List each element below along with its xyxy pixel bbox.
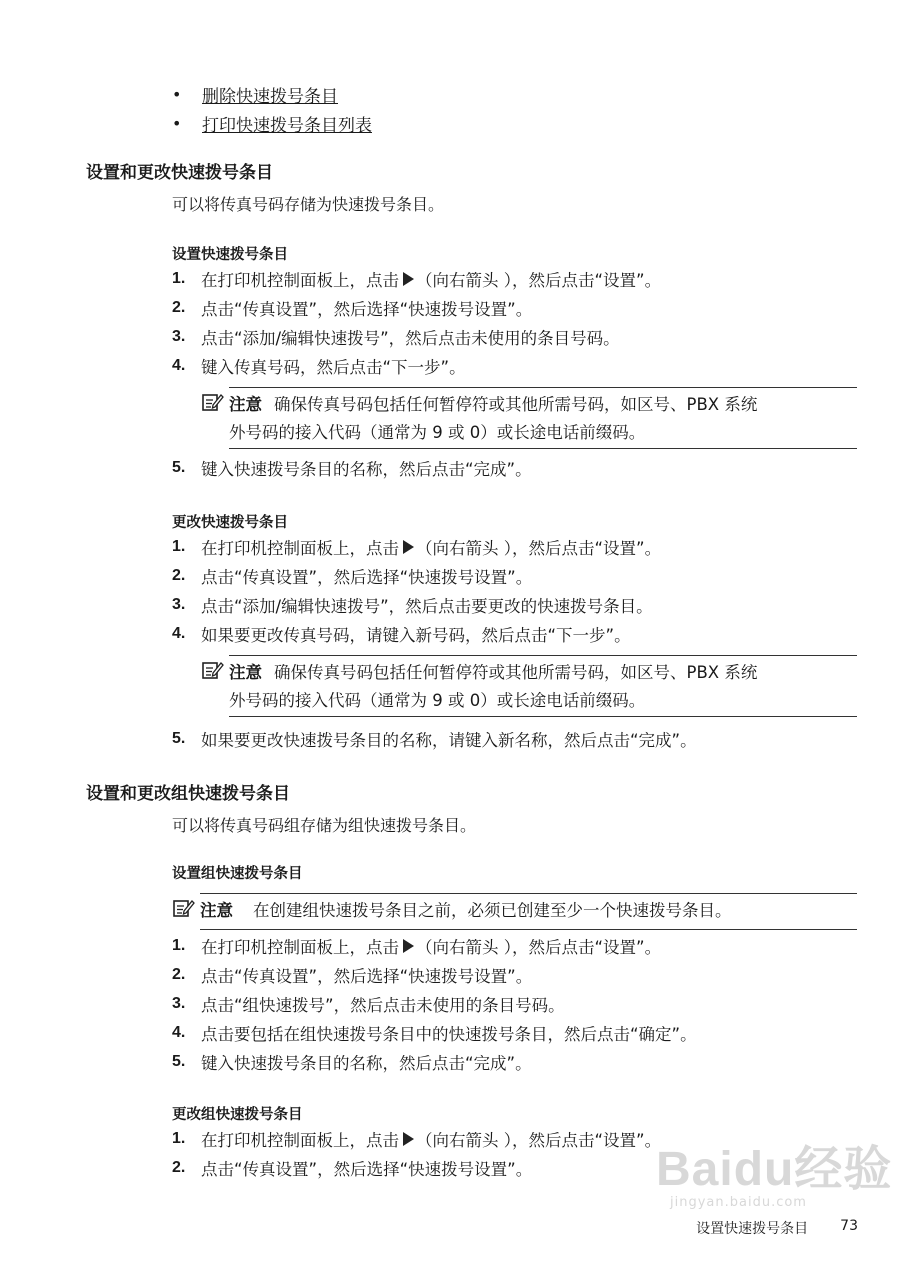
step-number: 5. xyxy=(172,458,186,476)
step-number: 5. xyxy=(172,729,186,747)
subsection-heading: 更改快速拨号条目 xyxy=(172,515,288,531)
step-item xyxy=(172,264,862,293)
step-item xyxy=(172,322,862,351)
step-number: 4. xyxy=(172,1023,186,1041)
steps-list xyxy=(172,724,862,753)
related-topics-list xyxy=(172,80,372,138)
link-delete-speed-dial[interactable]: 删除快速拨号条目 xyxy=(202,87,338,107)
step-text: 点击“传真设置”，然后选择“快速拨号设置”。 xyxy=(201,299,533,319)
step-item xyxy=(172,1047,862,1076)
note-text: 外号码的接入代码（通常为 9 或 0）或长途电话前缀码。 xyxy=(229,423,646,442)
step-number: 2. xyxy=(172,298,186,316)
step-number: 5. xyxy=(172,1052,186,1070)
step-item xyxy=(172,1018,862,1047)
step-number: 1. xyxy=(172,936,186,954)
step-text: 如果要更改传真号码，请键入新号码，然后点击“下一步”。 xyxy=(201,625,631,645)
page-footer xyxy=(696,1218,858,1238)
step-number: 3. xyxy=(172,994,186,1012)
footer-section-title: 设置快速拨号条目 xyxy=(696,1221,809,1237)
section-intro: 可以将传真号码存储为快速拨号条目。 xyxy=(172,195,445,214)
steps-list xyxy=(172,453,862,482)
step-text: （向右箭头 ），然后点击“设置”。 xyxy=(416,1130,662,1150)
link-print-speed-dial-list[interactable]: 打印快速拨号条目列表 xyxy=(202,116,372,136)
step-text: 如果要更改快速拨号条目的名称，请键入新名称，然后点击“完成”。 xyxy=(201,730,697,750)
watermark xyxy=(656,1130,892,1210)
step-number: 4. xyxy=(172,624,186,642)
step-text: 在打印机控制面板上，点击 xyxy=(201,538,399,558)
note-text: 确保传真号码包括任何暂停符或其他所需号码，如区号、PBX 系统 xyxy=(274,663,758,682)
note-box xyxy=(229,387,857,449)
step-item xyxy=(172,960,862,989)
step-text: 键入传真号码，然后点击“下一步”。 xyxy=(201,357,466,377)
step-item xyxy=(172,293,862,322)
step-text: 键入快速拨号条目的名称，然后点击“完成”。 xyxy=(201,1053,532,1073)
step-text: 点击要包括在组快速拨号条目中的快速拨号条目，然后点击“确定”。 xyxy=(201,1024,697,1044)
right-arrow-icon xyxy=(403,540,414,554)
subsection-heading: 更改组快速拨号条目 xyxy=(172,1107,303,1123)
step-number: 4. xyxy=(172,356,186,374)
step-number: 1. xyxy=(172,537,186,555)
steps-list xyxy=(172,264,862,380)
right-arrow-icon xyxy=(403,939,414,953)
step-item xyxy=(172,453,862,482)
note-text: 确保传真号码包括任何暂停符或其他所需号码，如区号、PBX 系统 xyxy=(274,395,758,414)
step-text: 点击“传真设置”，然后选择“快速拨号设置”。 xyxy=(201,966,533,986)
note-icon xyxy=(199,391,225,413)
note-label: 注意 xyxy=(229,663,262,682)
section-intro: 可以将传真号码组存储为组快速拨号条目。 xyxy=(172,816,477,835)
steps-list xyxy=(172,931,862,1076)
note-box xyxy=(229,655,857,717)
step-number: 2. xyxy=(172,566,186,584)
step-text: 点击“添加/编辑快速拨号”，然后点击要更改的快速拨号条目。 xyxy=(201,596,653,616)
step-text: （向右箭头 ），然后点击“设置”。 xyxy=(416,270,662,290)
step-item xyxy=(172,931,862,960)
step-text: 点击“添加/编辑快速拨号”，然后点击未使用的条目号码。 xyxy=(201,328,620,348)
step-item xyxy=(172,619,862,648)
note-icon xyxy=(199,659,225,681)
note-text: 外号码的接入代码（通常为 9 或 0）或长途电话前缀码。 xyxy=(229,691,646,710)
watermark-logo: Baidu经验 xyxy=(656,1143,893,1196)
note-label: 注意 xyxy=(229,395,262,414)
step-number: 1. xyxy=(172,1129,186,1147)
steps-list xyxy=(172,532,862,648)
step-text: 在打印机控制面板上，点击 xyxy=(201,1130,399,1150)
step-item xyxy=(172,561,862,590)
step-item xyxy=(172,724,862,753)
right-arrow-icon xyxy=(403,272,414,286)
step-text: （向右箭头 ），然后点击“设置”。 xyxy=(416,538,662,558)
list-item xyxy=(172,80,372,109)
subsection-heading: 设置组快速拨号条目 xyxy=(172,866,303,882)
step-number: 3. xyxy=(172,327,186,345)
step-text: 在打印机控制面板上，点击 xyxy=(201,937,399,957)
step-text: 点击“传真设置”，然后选择“快速拨号设置”。 xyxy=(201,1159,533,1179)
right-arrow-icon xyxy=(403,1132,414,1146)
step-number: 3. xyxy=(172,595,186,613)
step-item xyxy=(172,351,862,380)
section-heading: 设置和更改组快速拨号条目 xyxy=(86,784,290,804)
watermark-url: jingyan.baidu.com xyxy=(670,1195,807,1210)
note-label: 注意 xyxy=(200,901,233,920)
step-number: 1. xyxy=(172,269,186,287)
note-text: 在创建组快速拨号条目之前，必须已创建至少一个快速拨号条目。 xyxy=(253,901,732,920)
step-text: 在打印机控制面板上，点击 xyxy=(201,270,399,290)
step-number: 2. xyxy=(172,1158,186,1176)
step-item xyxy=(172,989,862,1018)
bullet-icon: • xyxy=(172,85,182,104)
subsection-heading: 设置快速拨号条目 xyxy=(172,247,288,263)
step-text: 点击“组快速拨号”，然后点击未使用的条目号码。 xyxy=(201,995,565,1015)
step-text: 点击“传真设置”，然后选择“快速拨号设置”。 xyxy=(201,567,533,587)
note-icon xyxy=(170,897,196,919)
bullet-icon: • xyxy=(172,114,182,133)
step-item xyxy=(172,532,862,561)
step-text: （向右箭头 ），然后点击“设置”。 xyxy=(416,937,662,957)
step-number: 2. xyxy=(172,965,186,983)
note-box xyxy=(200,893,857,930)
step-text: 键入快速拨号条目的名称，然后点击“完成”。 xyxy=(201,459,532,479)
list-item xyxy=(172,109,372,138)
step-item xyxy=(172,590,862,619)
section-heading: 设置和更改快速拨号条目 xyxy=(86,163,273,183)
page-number: 73 xyxy=(840,1218,858,1234)
